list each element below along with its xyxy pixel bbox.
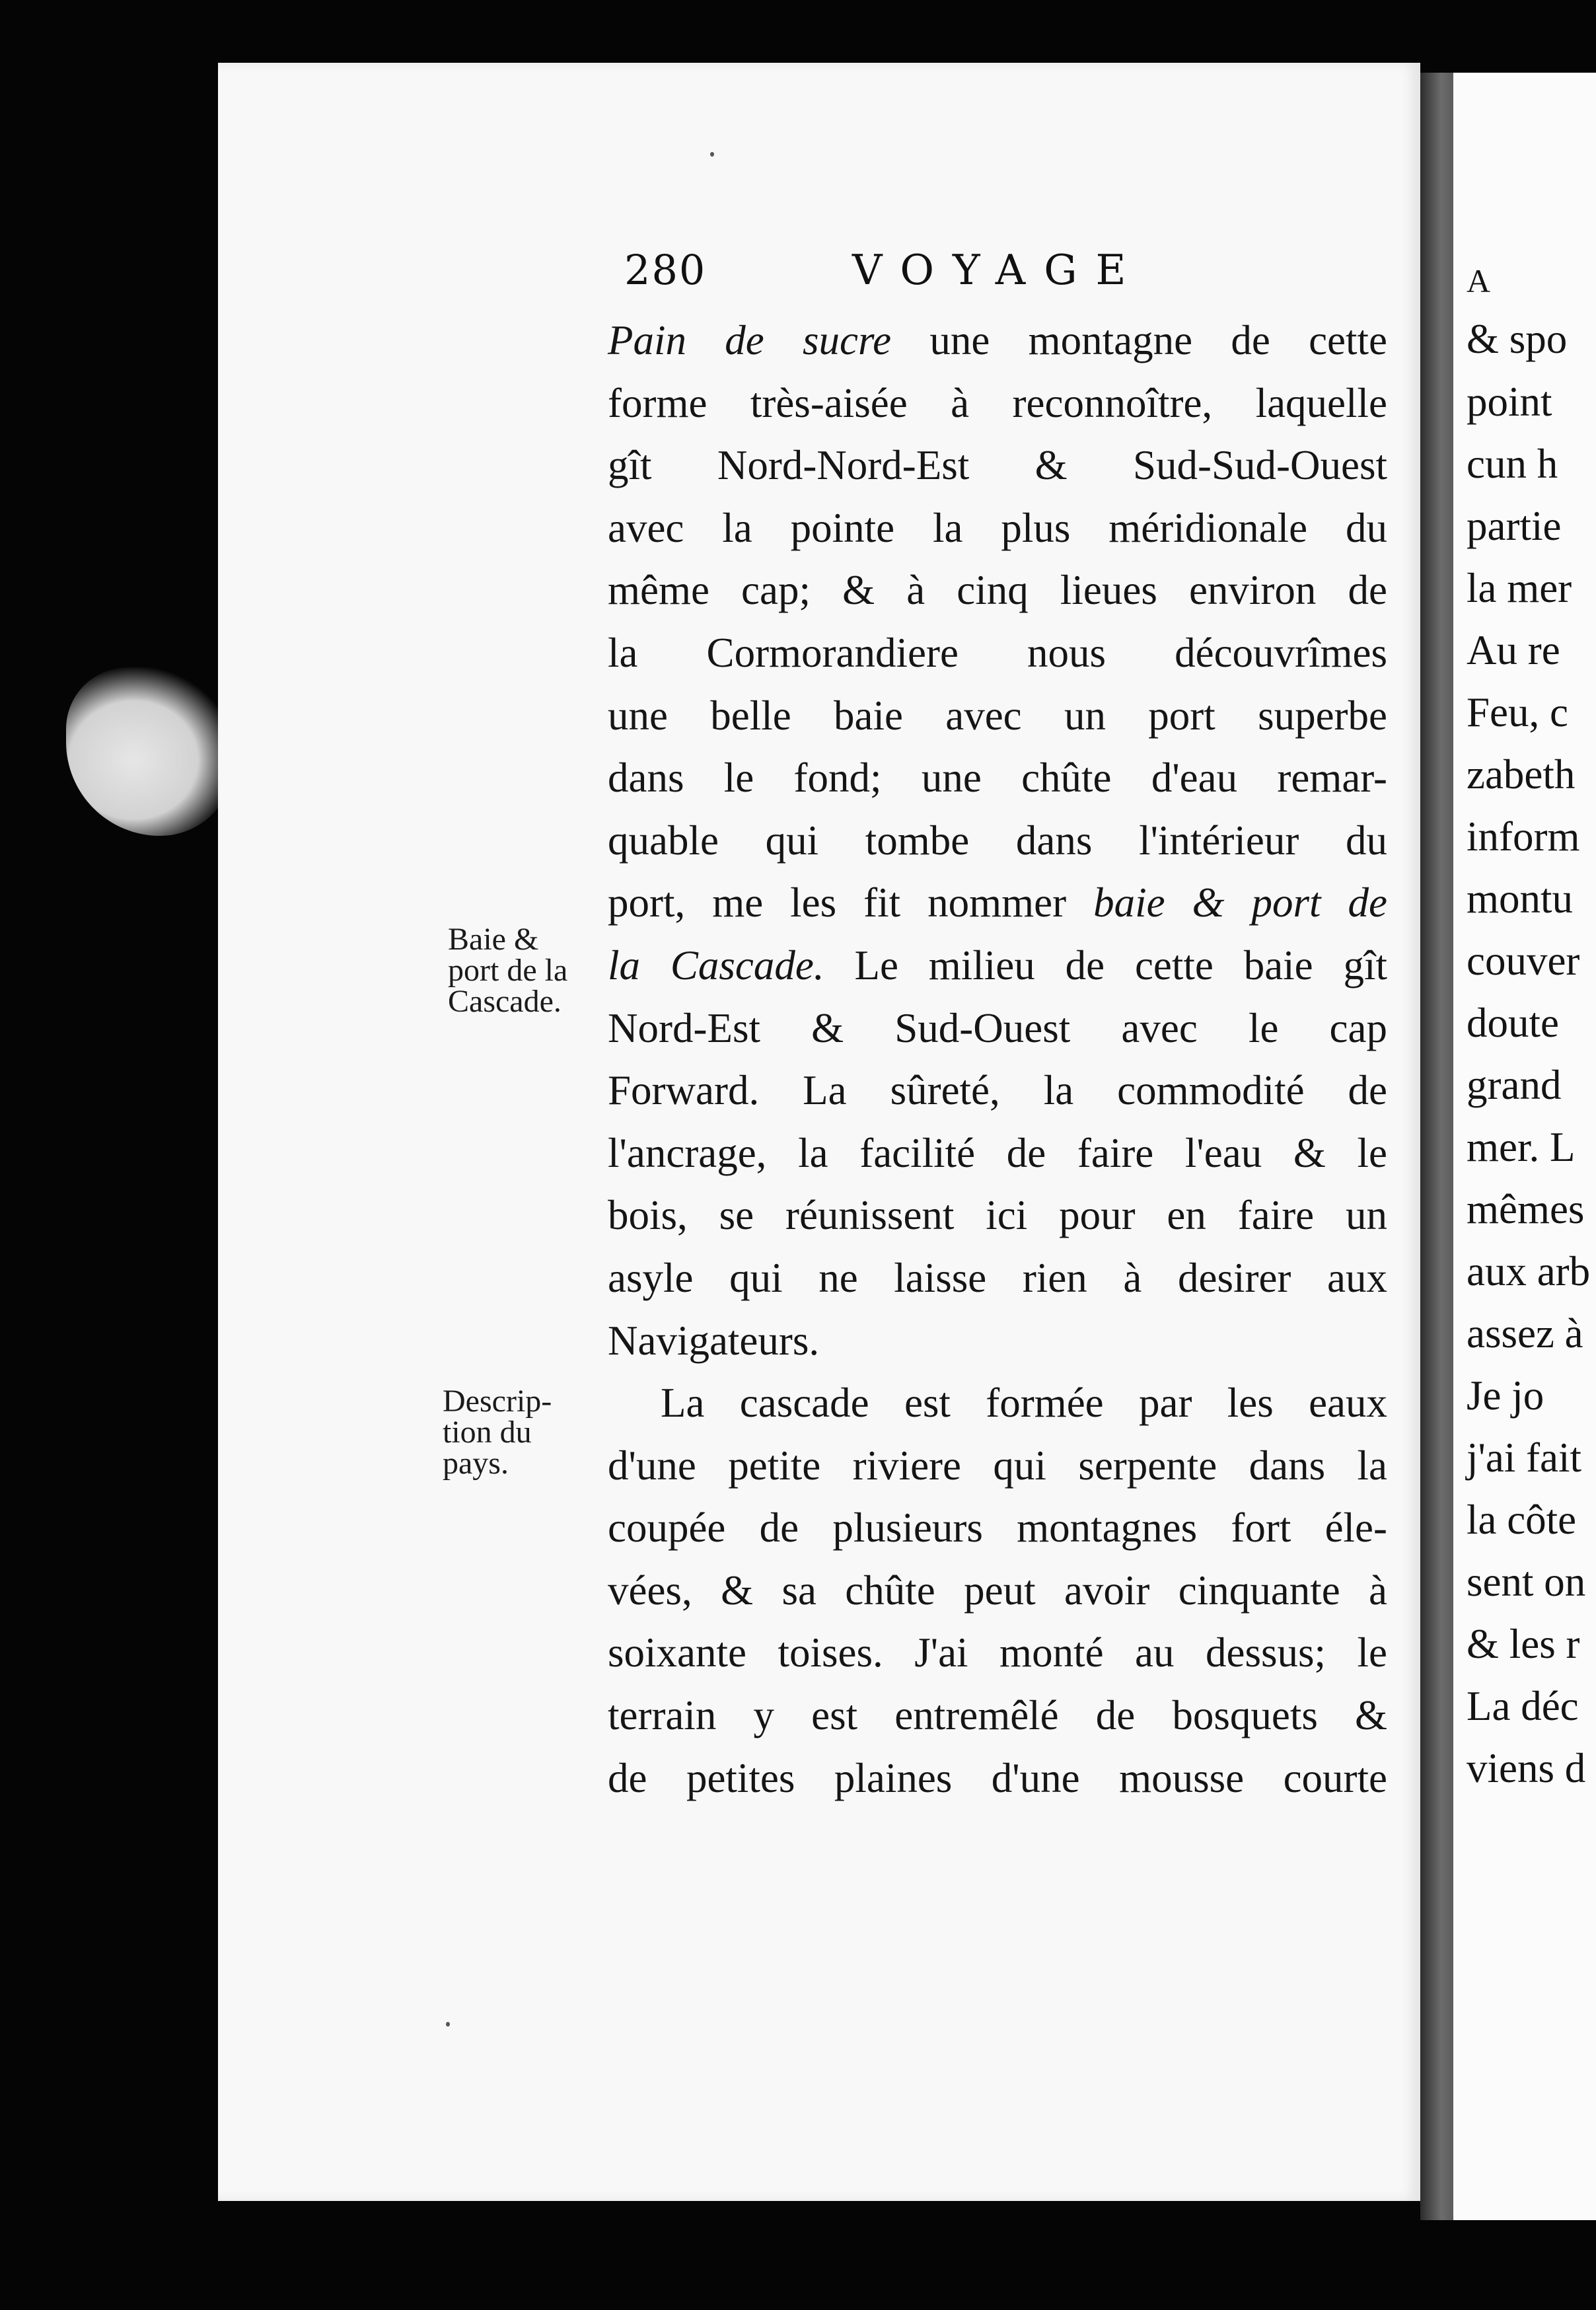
italic-phrase: baie & port de [1093,879,1388,926]
facing-page-line: la mer [1467,565,1572,611]
facing-page-line: grand [1467,1062,1562,1108]
facing-page-line: doute [1467,1000,1559,1046]
text-line: Navigateurs. [608,1317,820,1364]
facing-page-line: & les r [1467,1621,1580,1667]
facing-page-line: mêmes [1467,1186,1585,1232]
text-line: d'une petite riviere qui serpente dans la [608,1442,1387,1489]
facing-page-line: La déc [1467,1683,1579,1729]
text-line: Nord-Est & Sud-Ouest avec le cap [608,1004,1387,1051]
facing-page-line: Au re [1467,627,1560,673]
text-line: avec la pointe la plus méridionale du [608,504,1387,551]
facing-page-line: mer. L [1467,1124,1576,1170]
text-line: Forward. La sûreté, la commodité de [608,1067,1387,1114]
paper-stain [66,667,235,836]
text-line: une belle baie avec un port superbe [608,692,1387,739]
margin-note-line: Baie & [448,922,539,957]
text-line: bois, se réunissent ici pour en faire un [608,1192,1387,1239]
text-line: de petites plaines d'une mousse courte [608,1754,1387,1801]
ink-speck [710,152,714,157]
facing-page-line: zabeth [1467,751,1576,798]
line-rest: une montagne de cette [891,317,1387,363]
text-line: quable qui tombe dans l'intérieur du [608,817,1387,864]
text-line: la Cormorandiere nous découvrîmes [608,629,1387,676]
facing-page-line: la côte [1467,1497,1577,1543]
italic-phrase: la Cascade. [608,942,824,988]
margin-note-line: tion du [443,1415,532,1450]
facing-page-line: cun h [1467,441,1558,487]
facing-page-line: Feu, c [1467,689,1568,735]
text-line: asyle qui ne laisse rien à desirer aux [608,1254,1387,1301]
facing-page-line: inform [1467,813,1580,860]
text-line: l'ancrage, la facilité de faire l'eau & le [608,1129,1387,1176]
facing-page-line: aux arb [1467,1248,1591,1294]
facing-page-line: & spo [1467,316,1568,362]
line-rest: Le milieu de cette baie gît [824,942,1388,988]
text-line [608,309,1387,372]
facing-page [1453,73,1596,2220]
margin-note-line: pays. [443,1446,509,1481]
facing-page-line: A [1467,262,1491,299]
facing-page-line: partie [1467,503,1562,549]
text-line: dans le fond; une chûte d'eau remar- [608,755,1387,801]
facing-page-line: point [1467,379,1552,425]
italic-phrase: Pain de sucre [608,317,892,363]
text-line: soixante toises. J'ai monté au dessus; le [608,1629,1387,1676]
facing-page-line: j'ai fait [1467,1434,1582,1481]
running-head: VOYAGE [852,246,1145,294]
text-line: forme très-aisée à reconnoître, laquelle [608,379,1387,426]
text-line: gît Nord-Nord-Est & Sud-Sud-Ouest [608,442,1387,489]
ink-speck [446,2022,450,2027]
margin-note-line: port de la [448,953,568,988]
margin-note-baie-cascade [448,924,567,1017]
facing-page-line: assez à [1467,1310,1583,1357]
margin-note-line: Cascade. [448,984,562,1019]
text-line: terrain y est entremêlé de bosquets & [608,1692,1387,1739]
text-line [608,872,1387,934]
facing-page-line: montu [1467,876,1574,922]
line-lead: port, me les fit nommer [608,879,1094,926]
text-line: même cap; & à cinq lieues environ de [608,567,1387,614]
facing-page-line: viens d [1467,1745,1586,1791]
page-header [624,246,1391,312]
facing-page-line: sent on [1467,1559,1586,1605]
text-line [608,934,1387,997]
facing-page-line: Je jo [1467,1372,1544,1419]
paragraph-start-line: La cascade est formée par les eaux [661,1380,1387,1427]
margin-note-description-pays [443,1386,552,1479]
margin-note-line: Descrip- [443,1384,552,1419]
body-text [608,309,1387,1809]
text-line: vées, & sa chûte peut avoir cinquante à [608,1567,1387,1614]
text-line: coupée de plusieurs montagnes fort éle- [608,1505,1387,1551]
facing-page-line: couver [1467,938,1580,984]
page-number: 280 [624,246,707,294]
